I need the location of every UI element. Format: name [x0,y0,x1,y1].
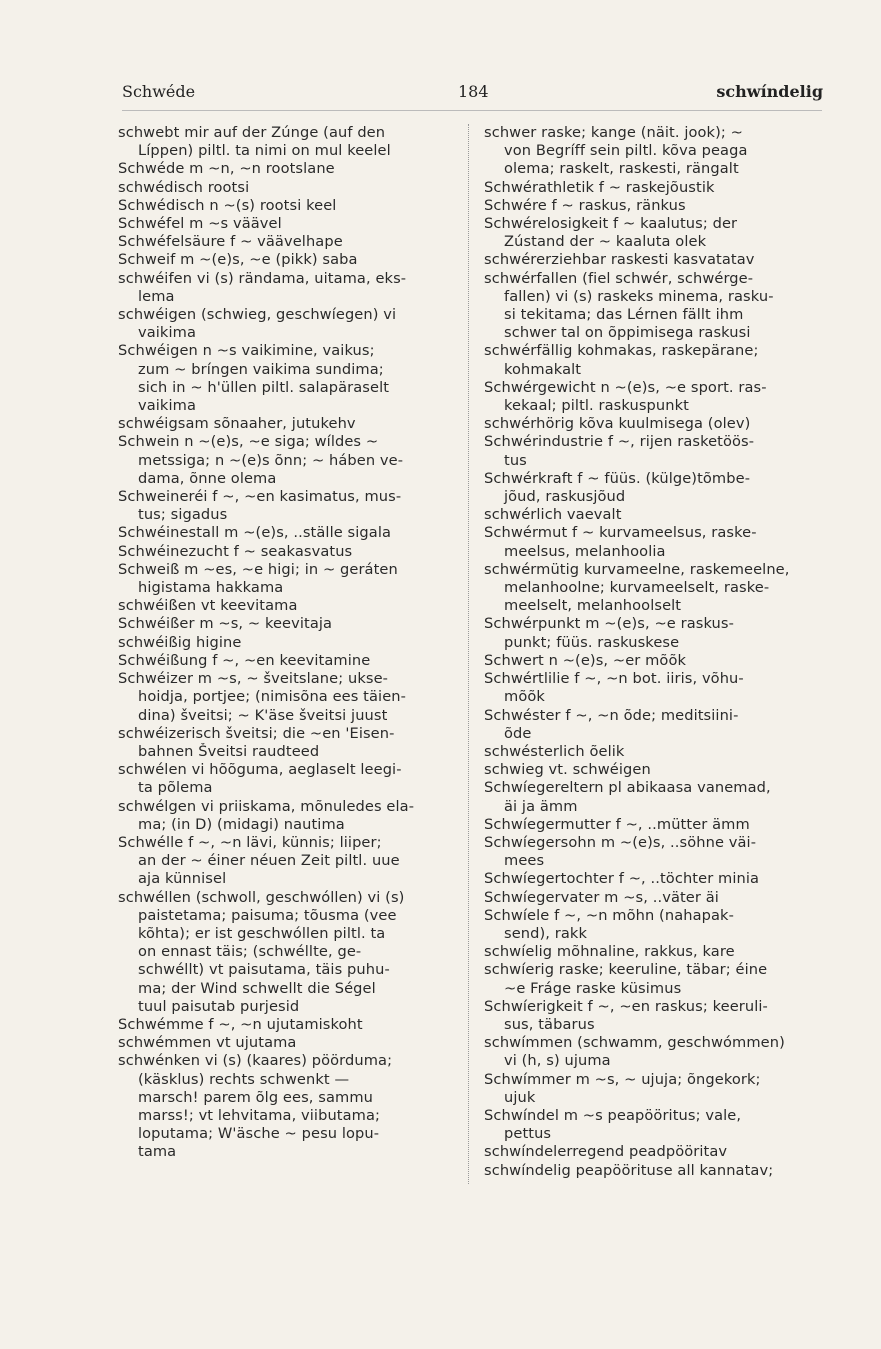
entry-line: schwéigsam sõnaaher, jutukehv [118,415,356,433]
entry-line: fallen) vi (s) raskeks minema, rasku- [504,287,774,305]
entry-line: Schwérpunkt m ~(e)s, ~e raskus- [484,615,734,633]
entry-line: ma; (in D) (midagi) nautima [138,815,345,833]
entry-line: tuul paisutab purjesid [138,997,300,1015]
entry-line: marsch! parem õlg ees, sammu [138,1088,373,1106]
entry-line: äi ja ämm [504,797,578,815]
entry-line: tus [504,451,527,469]
entry-line: schwer tal on õppimisega raskusi [504,324,751,342]
entry-line: schwíerig raske; keeruline, täbar; éine [484,961,768,979]
entry-line: jõud, raskusjõud [504,488,626,506]
entry-line: schwéllen (schwoll, geschwóllen) vi (s) [118,888,405,906]
entry-line: zum ~ bríngen vaikima sundima; [138,360,384,378]
entry-line: loputama; W'äsche ~ pesu lopu- [138,1125,380,1143]
entry-line: schwíelig mõhnaline, rakkus, kare [484,943,735,961]
entry-line: hoidja, portjee; (nimisõna ees täien- [138,688,406,706]
entry-line: Schweif m ~(e)s, ~e (pikk) saba [118,251,358,269]
entry-line: Schwérindustrie f ~, rijen rasketöös- [484,433,755,451]
entry-line: schwérerziehbar raskesti kasvatatav [484,251,755,269]
entry-line: schwénken vi (s) (kaares) pöörduma; [118,1052,393,1070]
entry-line: paistetama; paisuma; tõusma (vee [138,906,397,924]
entry-line: schwímmen (schwamm, geschwómmen) [484,1034,785,1052]
entry-line: Schwérgewicht n ~(e)s, ~e sport. ras- [484,378,767,396]
entry-line: Schwéißung f ~, ~en keevitamine [118,651,371,669]
right-column [484,124,824,1180]
entry-line: an der ~ éiner néuen Zeit piltl. uue [138,852,400,870]
entry-line: Schwémme f ~, ~n ujutamiskoht [118,1015,363,1033]
entry-line: meelsus, melanhoolia [504,542,666,560]
entry-line: Schwéizer m ~s, ~ šveitslane; ukse- [118,670,389,688]
header-last-word: schwíndelig [716,82,823,101]
entry-line: ta põlema [138,779,213,797]
entry-line: Schwíerigkeit f ~, ~en raskus; keeruli- [484,997,768,1015]
entry-line: meelselt, melanhoolselt [504,597,682,615]
entry-line: punkt; füüs. raskuskese [504,633,680,651]
entry-line: sich in ~ h'üllen piltl. salapäraselt [138,378,390,396]
entry-line: Schwíegervater m ~s, ..väter äi [484,888,719,906]
entry-line: Schwédisch n ~(s) rootsi keel [118,196,337,214]
entry-line: Schwéster f ~, ~n õde; meditsiini- [484,706,739,724]
entry-line: mõõk [504,688,545,706]
entry-line: schwieg vt. schwéigen [484,761,651,779]
entry-line: Schwímmer m ~s, ~ ujuja; õngekork; [484,1070,761,1088]
page-number: 184 [458,82,489,101]
entry-line: tus; sigadus [138,506,228,524]
entry-line: schwíndelerregend peadpööritav [484,1143,728,1161]
entry-line: schwéizerisch šveitsi; die ~en 'Eisen- [118,724,395,742]
entry-line: melanhoolne; kurvameelselt, raske- [504,579,770,597]
entry-line: sus, täbarus [504,1015,595,1033]
entry-line: von Begríff sein piltl. kõva peaga [504,142,748,160]
entry-line: ~e Fráge raske küsimus [504,979,682,997]
entry-line: vi (h, s) ujuma [504,1052,611,1070]
entry-line: Schweiß m ~es, ~e higi; in ~ geráten [118,560,398,578]
entry-line: Schwéfel m ~s väävel [118,215,282,233]
entry-line: Schwéde m ~n, ~n rootslane [118,160,335,178]
entry-line: marss!; vt lehvitama, viibutama; [138,1106,381,1124]
header-first-word: Schwéde [122,82,196,101]
entry-line: Líppen) piltl. ta nimi on mul keelel [138,142,391,160]
entry-line: aja künnisel [138,870,227,888]
entry-line: Schwérathletik f ~ raskejõustik [484,178,715,196]
running-head [122,82,823,106]
entry-line: bahnen Šveitsi raudteed [138,742,320,760]
left-column [118,124,456,1162]
entry-line: higistama hakkama [138,579,284,597]
entry-line: schwéißig higine [118,633,242,651]
entry-line: schwérmütig kurvameelne, raskemeelne, [484,560,790,578]
entry-line: tama [138,1143,177,1161]
entry-line: vaikima [138,397,196,415]
entry-line: ma; der Wind schwellt die Ségel [138,979,376,997]
entry-line: Schwéigen n ~s vaikimine, vaikus; [118,342,375,360]
entry-line: schwérlich vaevalt [484,506,622,524]
entry-line: metssiga; n ~(e)s õnn; ~ háben ve- [138,451,404,469]
entry-line: Schwert n ~(e)s, ~er mõõk [484,651,687,669]
entry-line: schwer raske; kange (näit. jook); ~ [484,124,743,141]
entry-line: Schwíegertochter f ~, ..töchter minia [484,870,760,888]
entry-line: olema; raskelt, raskesti, rängalt [504,160,739,178]
entry-line: dina) šveitsi; ~ K'äse šveitsi juust [138,706,388,724]
entry-line: schwérfällig kohmakas, raskepärane; [484,342,759,360]
entry-line: schwésterlich õelik [484,742,625,760]
entry-line: schwéllt) vt paisutama, täis puhu- [138,961,390,979]
entry-line: Schwíele f ~, ~n mõhn (nahapak- [484,906,734,924]
entry-line: dama, õnne olema [138,469,277,487]
entry-line: Zústand der ~ kaaluta olek [504,233,707,251]
entry-line: schwérfallen (fiel schwér, schwérge- [484,269,754,287]
entry-line: Schwéißer m ~s, ~ keevitaja [118,615,333,633]
entry-line: Schweineréi f ~, ~en kasimatus, mus- [118,488,402,506]
entry-line: (käsklus) rechts schwenkt — [138,1070,350,1088]
entry-line: Schwérelosigkeit f ~ kaalutus; der [484,215,738,233]
entry-line: ujuk [504,1088,536,1106]
entry-line: Schwérmut f ~ kurvameelsus, raske- [484,524,757,542]
entry-line: schwebt mir auf der Zúnge (auf den [118,124,386,141]
entry-line: kohmakalt [504,360,582,378]
entry-line: Schwíegermutter f ~, ..mütter ämm [484,815,750,833]
entry-line: Schwérkraft f ~ füüs. (külge)tõmbe- [484,469,751,487]
entry-line: vaikima [138,324,196,342]
entry-line: Schwélle f ~, ~n lävi, künnis; liiper; [118,833,382,851]
entry-line: schwélgen vi priiskama, mõnuledes ela- [118,797,415,815]
column-divider [468,124,469,1184]
entry-line: kõhta); er ist geschwóllen piltl. ta [138,924,386,942]
entry-line: schwíndelig peapöörituse all kannatav; [484,1161,774,1179]
entry-line: pettus [504,1125,552,1143]
entry-line: Schwíegereltern pl abikaasa vanemad, [484,779,771,797]
entry-line: Schwéinezucht f ~ seakasvatus [118,542,353,560]
entry-line: Schwéinestall m ~(e)s, ..ställe sigala [118,524,392,542]
entry-line: lema [138,287,175,305]
entry-line: schwéifen vi (s) rändama, uitama, eks- [118,269,407,287]
entry-line: schwéigen (schwieg, geschwíegen) vi [118,306,397,324]
entry-line: schwémmen vt ujutama [118,1034,297,1052]
entry-line: Schwéfelsäure f ~ väävelhape [118,233,343,251]
header-rule [122,110,822,111]
entry-line: Schwére f ~ raskus, ränkus [484,196,686,214]
entry-line: schwélen vi hõõguma, aeglaselt leegi- [118,761,402,779]
entry-line: schwéißen vt keevitama [118,597,298,615]
entry-line: Schwein n ~(e)s, ~e siga; wíldes ~ [118,433,379,451]
entry-line: mees [504,852,545,870]
entry-line: Schwíndel m ~s peapööritus; vale, [484,1106,742,1124]
entry-line: schwérhörig kõva kuulmisega (olev) [484,415,751,433]
entry-line: kekaal; piltl. raskuspunkt [504,397,689,415]
entry-line: õde [504,724,532,742]
entry-line: send), rakk [504,924,588,942]
entry-line: Schwértlilie f ~, ~n bot. iiris, võhu- [484,670,744,688]
entry-line: si tekitama; das Lérnen fällt ihm [504,306,744,324]
entry-line: schwédisch rootsi [118,178,250,196]
entry-line: on ennast täis; (schwéllte, ge- [138,943,362,961]
entry-line: Schwíegersohn m ~(e)s, ..söhne väi- [484,833,757,851]
